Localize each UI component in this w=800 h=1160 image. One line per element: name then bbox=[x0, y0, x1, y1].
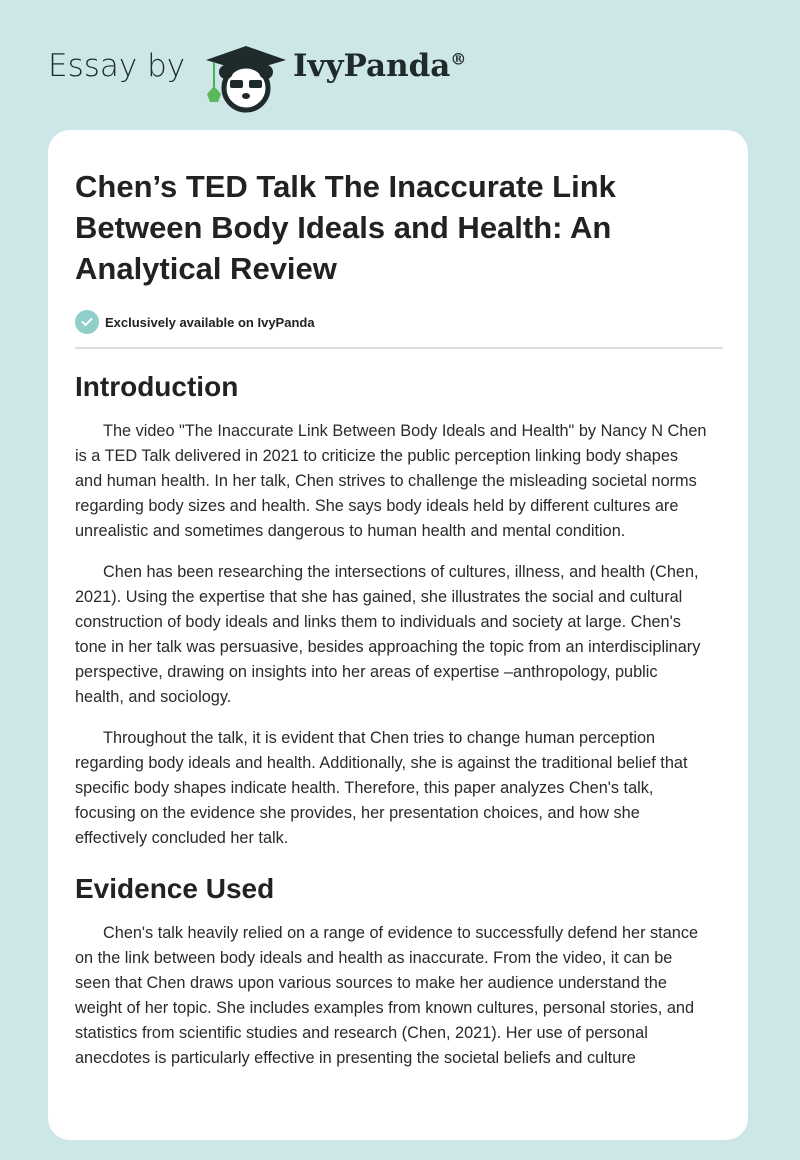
paragraph-line: specific body shapes indicate health. Therefore, this paper analyzes Chen's talk, bbox=[75, 779, 654, 797]
brand-text: IvyPanda bbox=[293, 48, 451, 84]
paragraph-line: tone in her talk was persuasive, besides approaching the topic from an interdisciplinary bbox=[75, 638, 701, 656]
paragraph-line: weight of her topic. She includes examples from known cultures, personal stories, and bbox=[75, 999, 695, 1017]
paragraph-line: Chen has been researching the intersections of cultures, illness, and health (Chen, bbox=[103, 563, 699, 581]
paragraph-line: regarding body sizes and health. She says body ideals held by different cultures are bbox=[75, 497, 679, 515]
paragraph-line: on the link between body ideals and health as inaccurate. From the video, it can be bbox=[75, 949, 673, 967]
check-icon bbox=[75, 310, 99, 334]
exclusive-badge bbox=[75, 310, 725, 334]
essay-card bbox=[48, 130, 748, 1140]
panda-logo-icon[interactable] bbox=[202, 42, 290, 119]
paragraph bbox=[75, 560, 725, 710]
section-heading: Introduction bbox=[75, 371, 239, 402]
paragraph bbox=[75, 419, 725, 544]
brand-name[interactable] bbox=[293, 48, 466, 84]
paragraph-line: seen that Chen draws upon various sources to make her audience understand the bbox=[75, 974, 667, 992]
paragraph-line: regarding body ideals and health. Additionally, she is against the traditional belief that bbox=[75, 754, 688, 772]
paragraph-line: statistics from scientific studies and research (Chen, 2021). Her use of personal bbox=[75, 1024, 648, 1042]
paragraph-line: 2021). Using the expertise that she has gained, she illustrates the social and cultural bbox=[75, 588, 683, 606]
badge-text: Exclusively available on IvyPanda bbox=[105, 314, 315, 330]
paragraph-line: focusing on the evidence she provides, her presentation choices, and how she bbox=[75, 804, 640, 822]
paragraph-line: effectively concluded her talk. bbox=[75, 829, 289, 847]
registered-mark: ® bbox=[450, 49, 467, 69]
paragraph-line: health, and sociology. bbox=[75, 688, 232, 706]
article-body bbox=[75, 369, 725, 1071]
paragraph-line: and human health. In her talk, Chen strives to challenge the misleading societal norms bbox=[75, 472, 697, 490]
paragraph bbox=[75, 726, 725, 851]
paragraph-line: Chen's talk heavily relied on a range of evidence to successfully defend her stance bbox=[103, 924, 699, 942]
paragraph-line: Throughout the talk, it is evident that Chen tries to change human perception bbox=[103, 729, 656, 747]
paragraph-line: anecdotes is particularly effective in presenting the societal beliefs and culture bbox=[75, 1049, 636, 1067]
essay-by-label: Essay by bbox=[48, 48, 186, 84]
page-title: Chen’s TED Talk The Inaccurate Link Between Body Ideals and Health: An Analytical Review bbox=[75, 169, 616, 286]
divider bbox=[75, 347, 723, 349]
paragraph-line: is a TED Talk delivered in 2021 to criticize the public perception linking body shapes bbox=[75, 447, 679, 465]
paragraph-line: The video "The Inaccurate Link Between Body Ideals and Health" by Nancy N Chen bbox=[103, 422, 707, 440]
paragraph-line: construction of body ideals and links them to individuals and society at large. Chen's bbox=[75, 613, 681, 631]
section-heading: Evidence Used bbox=[75, 873, 275, 904]
paragraph-line: perspective, drawing on insights into her areas of expertise –anthropology, public bbox=[75, 663, 658, 681]
site-header bbox=[0, 30, 800, 110]
paragraph-line: unrealistic and sometimes dangerous to human health and mental condition. bbox=[75, 522, 626, 540]
paragraph bbox=[75, 921, 725, 1071]
